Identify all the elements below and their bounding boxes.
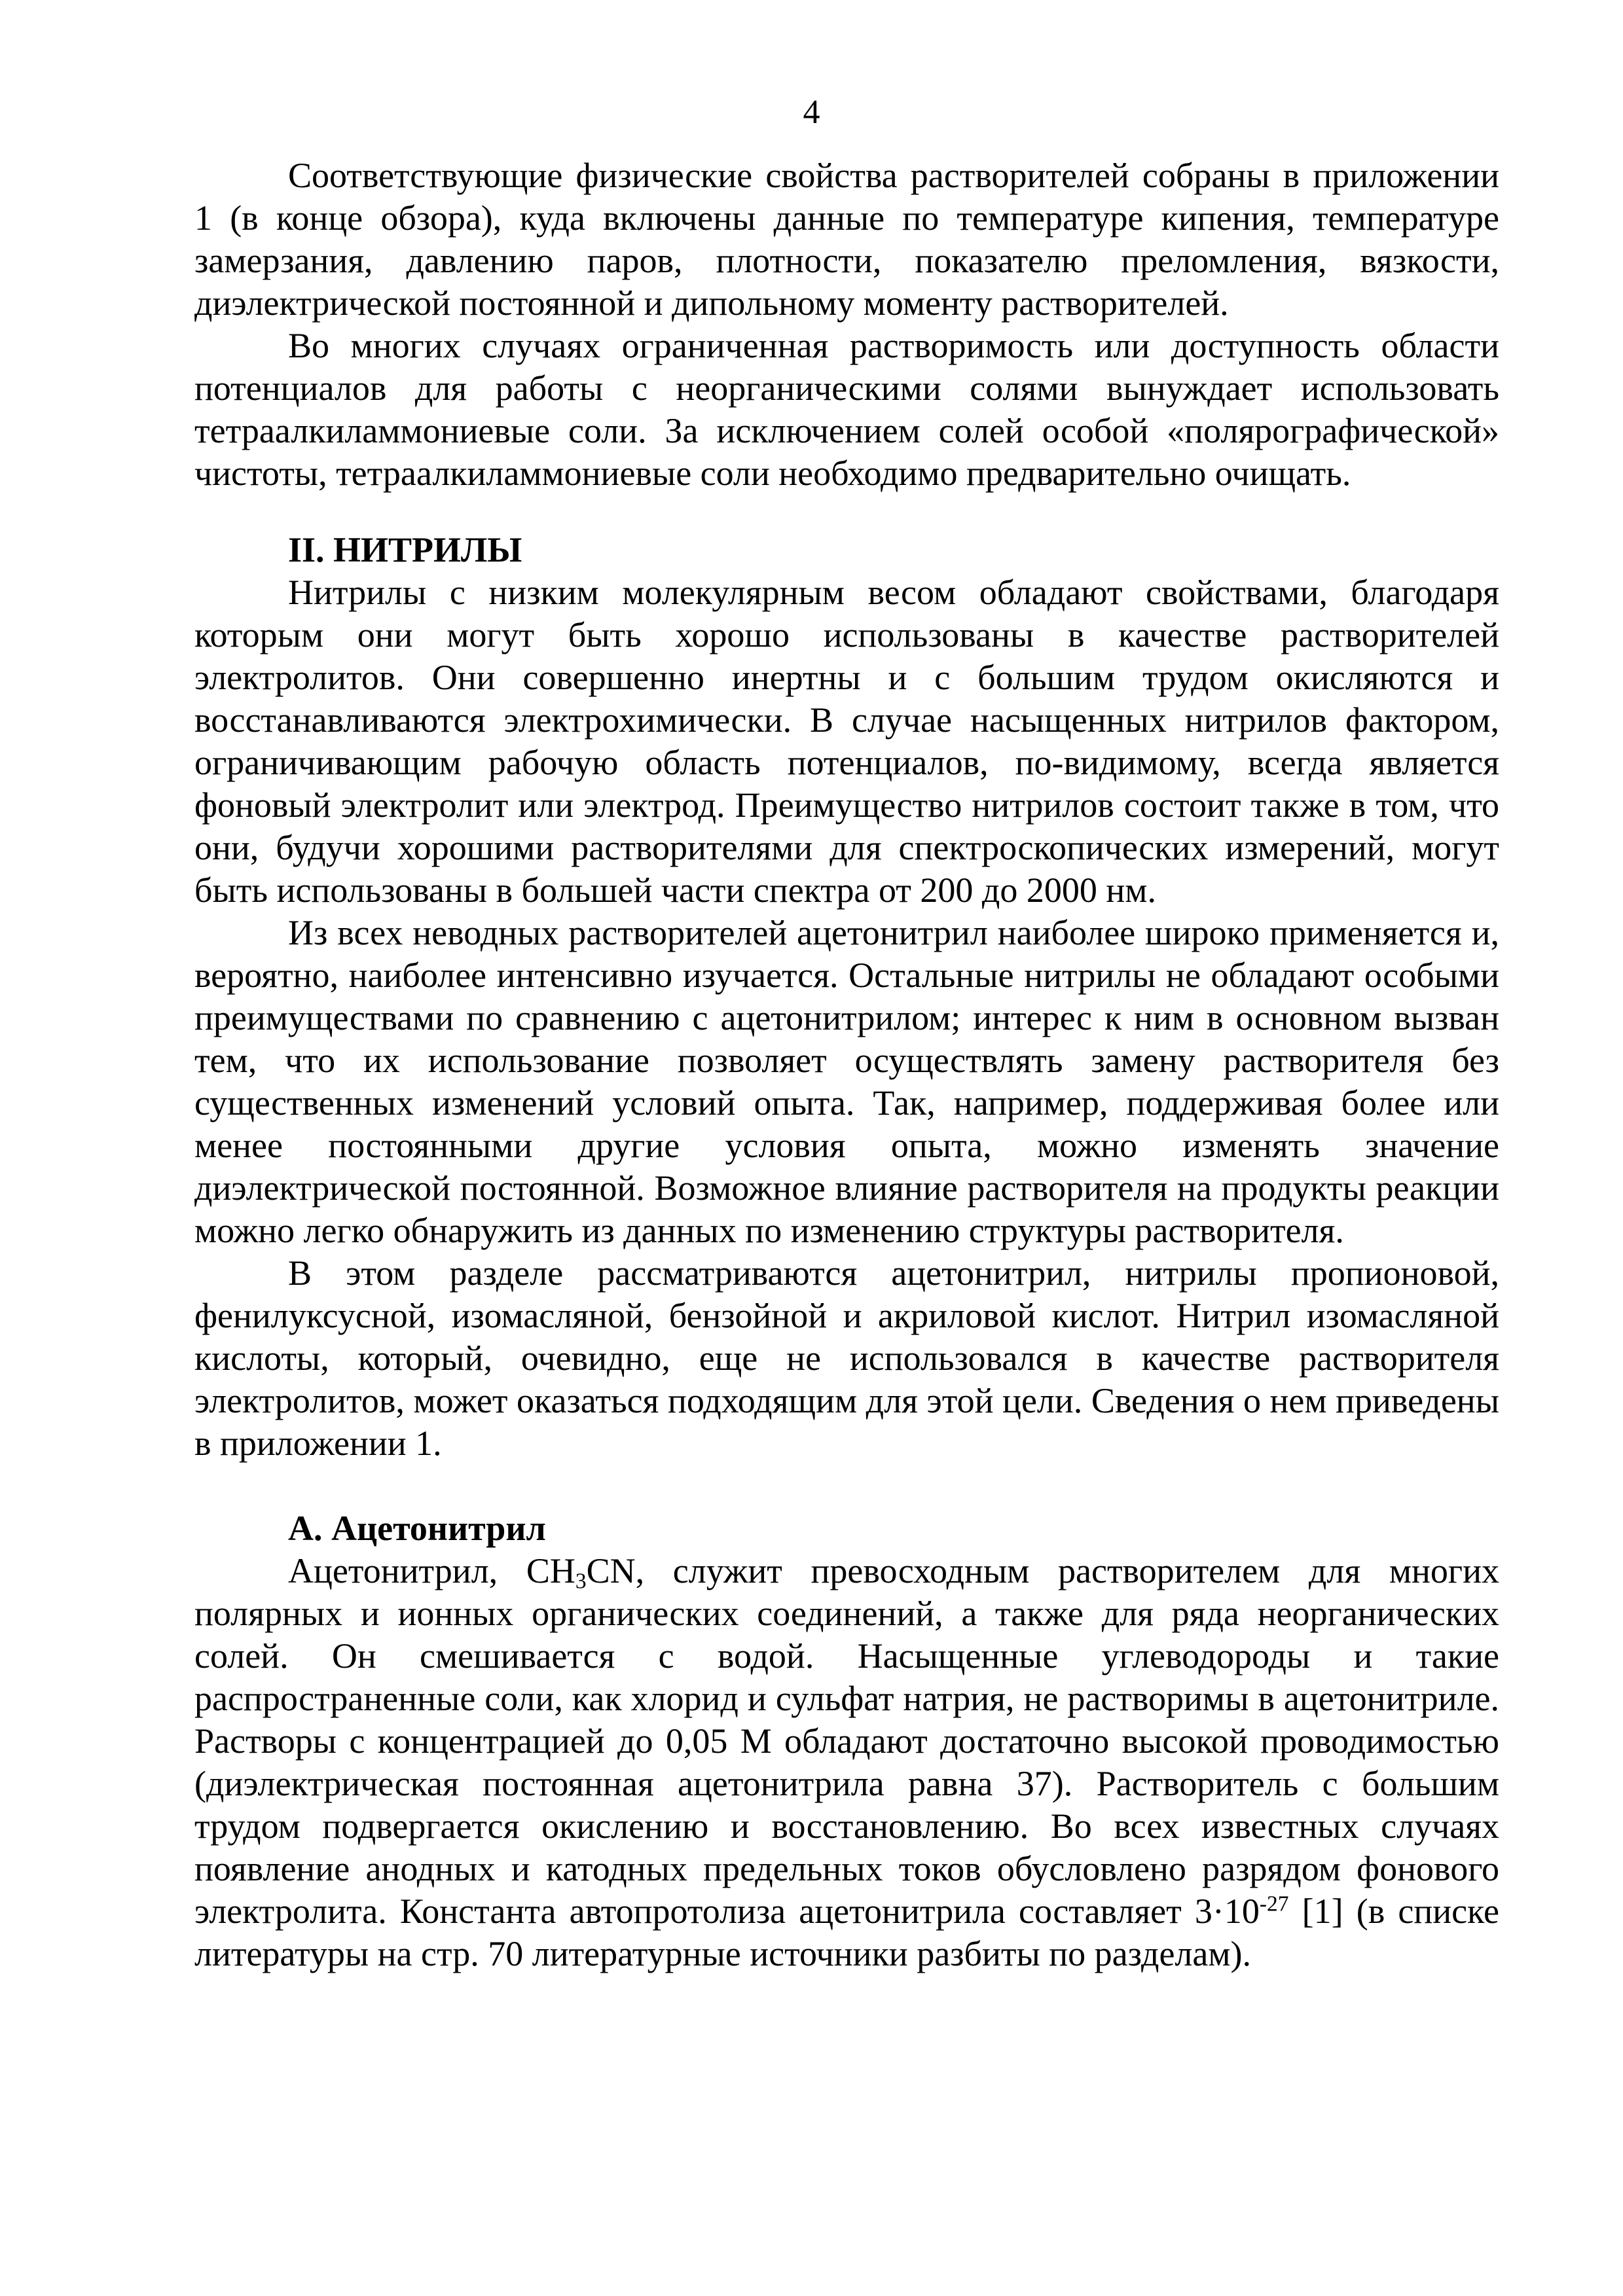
exponent-superscript: -27	[1259, 1892, 1289, 1916]
section-heading-nitriles: II. НИТРИЛЫ	[288, 530, 522, 569]
section-spacer	[194, 1465, 1499, 1507]
document-body	[194, 154, 1499, 1975]
nitriles-paragraph-1: Нитрилы с низким молекулярным весом обладают свойствами, благодаря которым они могут быть хорошо использованы в качестве растворителей электролитов. Они совершенно инертны и с большим трудом окисляются и восстанавливаются электрохимически. В случае насыщенных нитрилов фактором, ограничивающим рабочую область потенциалов, по-видимому, всегда является фоновый электролит или электрод. Преимущество нитрилов состоит также в том, что они, будучи хорошими растворителями для спектроскопических измерений, могут быть использованы в большей части спектра от 200 до 2000 нм.	[194, 573, 1499, 910]
acetonitrile-paragraph-1	[194, 1550, 1499, 1975]
page-number: 4	[803, 94, 820, 131]
acetonitrile-text-start: Ацетонитрил, CH	[288, 1551, 575, 1590]
acetonitrile-text-end: [1] (в списке литературы на стр. 70 литературные источники разбиты по разделам).	[194, 1892, 1499, 1973]
formula-subscript: 3	[575, 1569, 587, 1594]
intro-paragraph-1: Соответствующие физические свойства растворителей собраны в приложении 1 (в конце обзора), куда включены данные по температуре кипения, температуре замерзания, давлению паров, плотности, показателю преломления, вязкости, диэлектрической постоянной и дипольному моменту растворителей.	[194, 156, 1499, 323]
acetonitrile-text-middle: CN, служит превосходным растворителем для многих полярных и ионных органических соединений, а также для ряда неорганических солей. Он смешивается с водой. Насыщенные углеводороды и такие распространенные соли, как хлорид и сульфат натрия, не растворимы в ацетонитриле. Растворы с концентрацией до 0,05 М обладают достаточно высокой проводимостью (диэлектрическая постоянная ацетонитрила равна 37). Растворитель с большим трудом подвергается окислению и восстановлению. Во всех известных случаях появление анодных и катодных предельных токов обусловлено разрядом фонового электролита. Константа автопротолиза ацетонитрила составляет 3·10	[194, 1551, 1499, 1931]
nitriles-paragraph-3: В этом разделе рассматриваются ацетонитрил, нитрилы пропионовой, фенилуксусной, изомасляной, бензойной и акриловой кислот. Нитрил изомасляной кислоты, который, очевидно, еще не использовался в качестве растворителя электролитов, может оказаться подходящим для этой цели. Сведения о нем приведены в приложении 1.	[194, 1253, 1499, 1463]
section-heading-acetonitrile: А. Ацетонитрил	[288, 1509, 546, 1548]
section-spacer	[194, 495, 1499, 529]
intro-paragraph-2: Во многих случаях ограниченная растворимость или доступность области потенциалов для работы с неорганическими солями вынуждает использовать тетраалкиламмониевые соли. За исключением солей особой «полярографической» чистоты, тетраалкиламмониевые соли необходимо предварительно очищать.	[194, 326, 1499, 493]
nitriles-paragraph-2: Из всех неводных растворителей ацетонитрил наиболее широко применяется и, вероятно, наиболее интенсивно изучается. Остальные нитрилы не обладают особыми преимуществами по сравнению с ацетонитрилом; интерес к ним в основном вызван тем, что их использование позволяет осуществлять замену растворителя без существенных изменений условий опыта. Так, например, поддерживая более или менее постоянными другие условия опыта, можно изменять значение диэлектрической постоянной. Возможное влияние растворителя на продукты реакции можно легко обнаружить из данных по изменению структуры растворителя.	[194, 913, 1499, 1250]
